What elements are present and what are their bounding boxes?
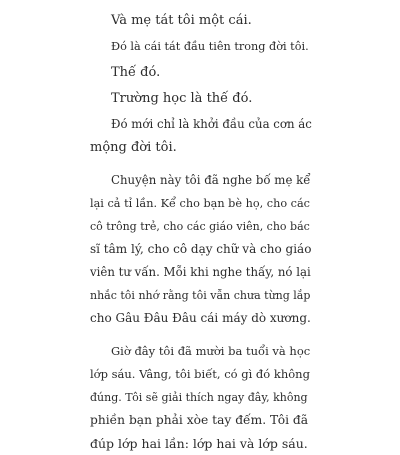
paragraph-3 bbox=[90, 61, 312, 84]
text-line: Và mẹ tát tôi một cái. bbox=[111, 13, 252, 28]
text-line: sĩ tâm lý, cho cô dạy chữ và cho giáo bbox=[90, 242, 312, 256]
text-line: Trường học là thế đó. bbox=[111, 91, 253, 106]
text-line: Chuyện này tôi đã nghe bố mẹ kể bbox=[111, 173, 311, 187]
text-line: cô trông trẻ, cho các giáo viên, cho bác bbox=[90, 220, 310, 233]
text-line: cho Gâu Đâu Đâu cái máy dò xương. bbox=[90, 311, 311, 325]
paragraph-7 bbox=[90, 340, 312, 455]
paragraph-5 bbox=[90, 113, 312, 159]
text-line: phiền bạn phải xòe tay đếm. Tôi đã bbox=[90, 413, 309, 427]
text-line: Đó mới chỉ là khởi đầu của cơn ác bbox=[111, 117, 312, 131]
paragraph-4 bbox=[90, 87, 312, 110]
text-line: lớp sáu. Vâng, tôi biết, có gì đó không bbox=[90, 367, 310, 381]
text-line: Giờ đây tôi đã mười ba tuổi và học bbox=[111, 344, 311, 358]
page-body-text bbox=[90, 9, 312, 455]
text-line: nhắc tôi nhớ rằng tôi vẫn chưa từng lắp bbox=[90, 289, 311, 302]
text-line: mộng đời tôi. bbox=[90, 140, 177, 155]
paragraph-1 bbox=[90, 9, 312, 32]
text-line: lại cả tỉ lần. Kể cho bạn bè họ, cho các bbox=[90, 197, 310, 210]
text-line: viên tư vấn. Mỗi khi nghe thấy, nó lại bbox=[90, 265, 311, 279]
text-line: đúp lớp hai lần: lớp hai và lớp sáu. bbox=[90, 436, 308, 451]
text-line: Đó là cái tát đầu tiên trong đời tôi. bbox=[111, 40, 309, 53]
paragraph-2 bbox=[90, 35, 312, 58]
paragraph-6 bbox=[90, 169, 312, 330]
text-line: đúng. Tôi sẽ giải thích ngay đây, không bbox=[90, 391, 308, 404]
text-line: Thế đó. bbox=[111, 65, 161, 80]
